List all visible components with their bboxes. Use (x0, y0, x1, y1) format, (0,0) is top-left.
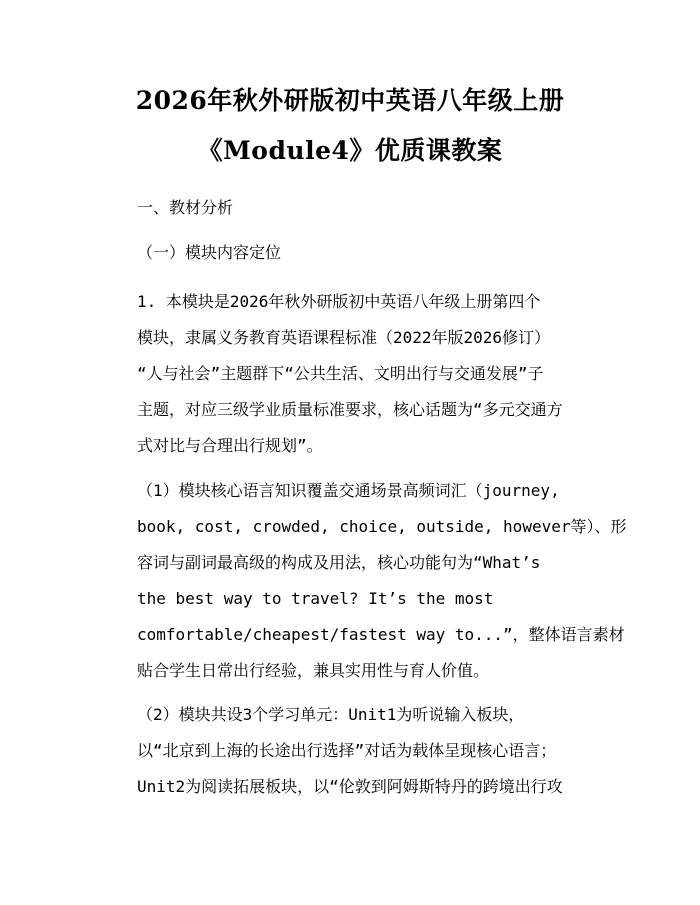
paragraph-1-line: 式对比与合理出行规划”。 (137, 436, 323, 455)
paragraph-1-line: 模块，隶属义务教育英语课程标准（2022年版2026修订） (137, 328, 551, 347)
paragraph-2-line: 容词与副词最高级的构成及用法，核心功能句为“What’s (137, 553, 541, 572)
paragraph-2-line: book, cost, crowded, choice, outside, however等）、形 (137, 517, 627, 536)
paragraph-2-line: the best way to travel? It’s the most (137, 589, 494, 608)
paragraph-1-line: “人与社会”主题群下“公共生活、文明出行与交通发展”子 (137, 364, 544, 383)
paragraph-3-line: Unit2为阅读拓展板块，以“伦敦到阿姆斯特丹的跨境出行攻 (137, 777, 563, 796)
paragraph-3 (103, 697, 603, 805)
subsection-heading: （一）模块内容定位 (137, 243, 282, 262)
section-heading: 一、教材分析 (137, 198, 234, 217)
paragraph-2-line: comfortable/cheapest/fastest way to...”，整体语言素材 (137, 625, 625, 644)
paragraph-1 (103, 284, 603, 464)
document-title-line-1: 2026年秋外研版初中英语八年级上册 (135, 86, 565, 115)
paragraph-1-line: 1. 本模块是2026年秋外研版初中英语八年级上册第四个 (137, 292, 541, 311)
paragraph-2-line: （1）模块核心语言知识覆盖交通场景高频词汇（journey, (137, 481, 560, 500)
paragraph-3-line: （2）模块共设3个学习单元：Unit1为听说输入板块， (137, 705, 525, 724)
paragraph-2 (103, 473, 627, 689)
paragraph-2-line: 贴合学生日常出行经验，兼具实用性与育人价值。 (137, 661, 490, 680)
paragraph-1-line: 主题，对应三级学业质量标准要求，核心话题为“多元交通方 (137, 400, 563, 419)
paragraph-3-line: 以“北京到上海的长途出行选择”对话为载体呈现核心语言； (137, 741, 557, 760)
document-title-line-2: 《Module4》优质课教案 (197, 136, 503, 165)
